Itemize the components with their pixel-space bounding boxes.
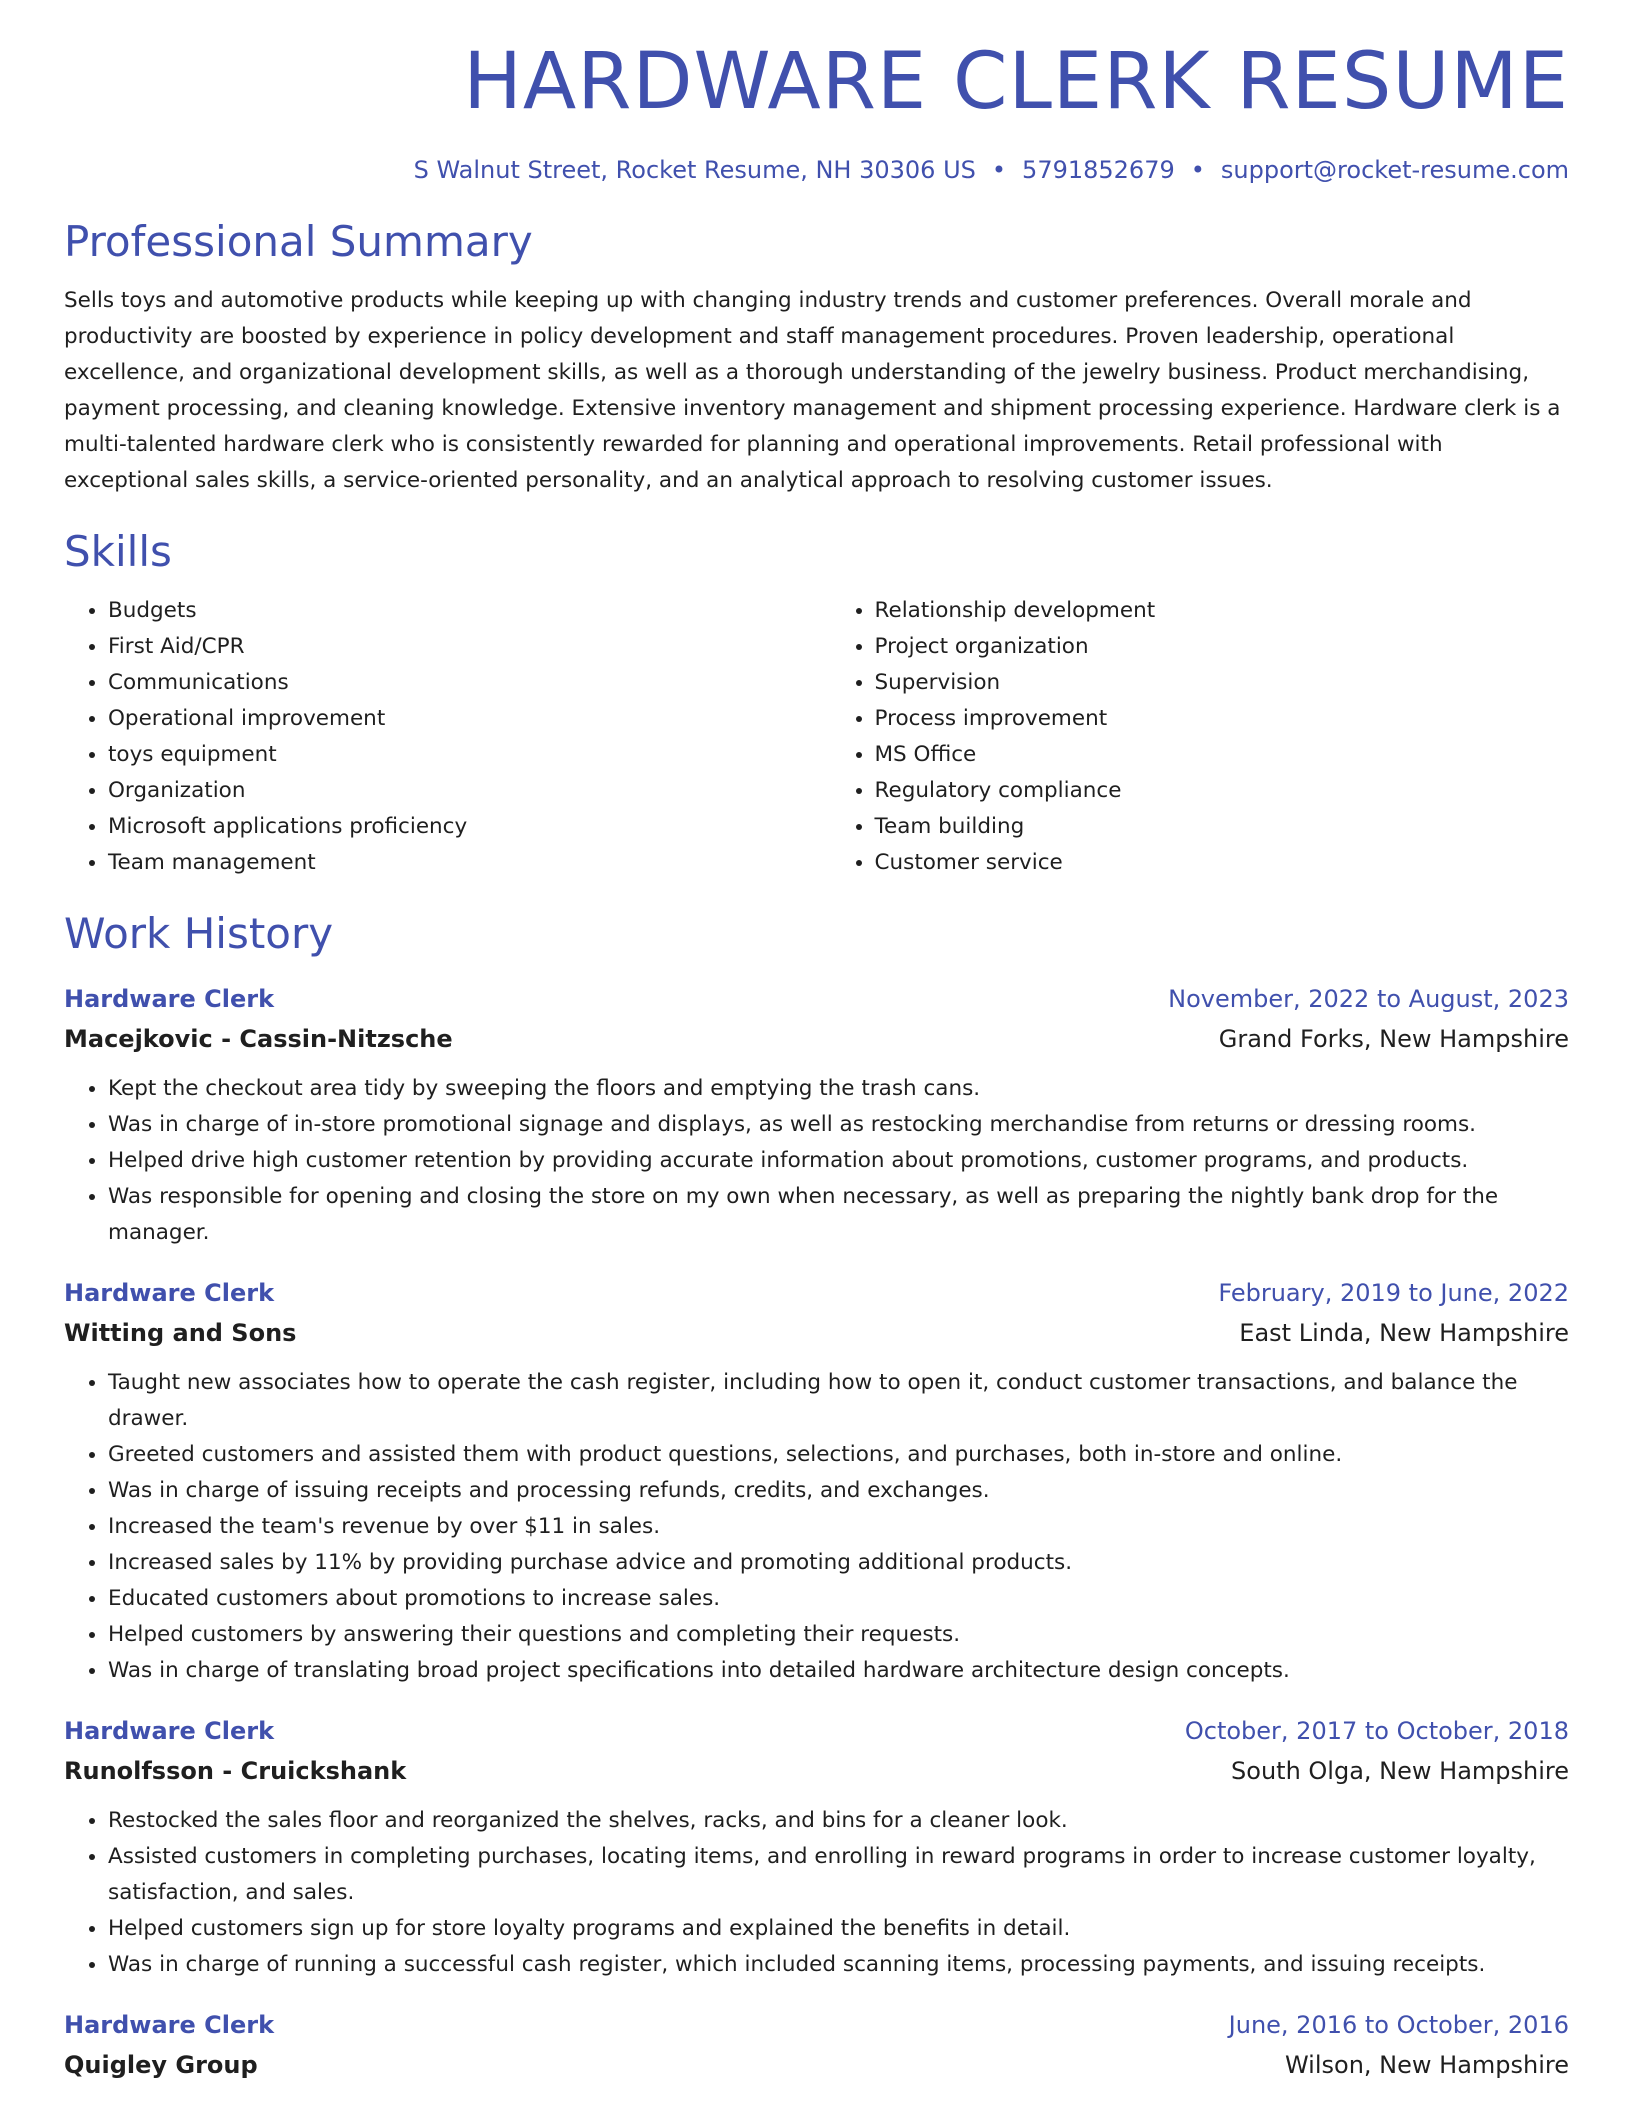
skill-item: • Operational improvement bbox=[108, 701, 803, 737]
duty-item: • Was in charge of translating broad project specifications into detailed hardware architecture design concepts. bbox=[108, 1653, 1569, 1689]
duty-item: • Helped customers by answering their questions and completing their requests. bbox=[108, 1617, 1569, 1653]
duty-item: • Was in charge of issuing receipts and processing refunds, credits, and exchanges. bbox=[108, 1473, 1569, 1509]
duty-item: • Helped drive high customer retention by providing accurate information about promotions, customer programs, and products. bbox=[108, 1143, 1569, 1179]
skill-item: • Relationship development bbox=[875, 593, 1570, 629]
skill-item: • Process improvement bbox=[875, 701, 1570, 737]
skill-item: • Regulatory compliance bbox=[875, 773, 1570, 809]
duty-item: • Educated customers about promotions to increase sales. bbox=[108, 1581, 1569, 1617]
job-entry bbox=[64, 979, 1569, 1251]
job-header-row bbox=[64, 979, 1569, 1019]
summary-heading: Professional Summary bbox=[64, 216, 533, 266]
job-duties bbox=[64, 1803, 1569, 1983]
duty-item: • Greeted customers and assisted them with product questions, selections, and purchases, both in-store and online. bbox=[108, 1437, 1569, 1473]
contact-separator: • bbox=[1190, 155, 1205, 184]
job-company-row bbox=[64, 1313, 1569, 1353]
job-header-row bbox=[64, 1273, 1569, 1313]
skill-item: • MS Office bbox=[875, 737, 1570, 773]
job-header-row bbox=[64, 1711, 1569, 1751]
duty-item: • Taught new associates how to operate the cash register, including how to open it, conduct customer transactions, and balance the drawer. bbox=[108, 1365, 1569, 1437]
contact-email[interactable]: support@rocket-resume.com bbox=[1220, 155, 1569, 184]
job-company: Quigley Group bbox=[64, 2051, 258, 2080]
skills-column-left bbox=[64, 593, 803, 881]
contact-address: S Walnut Street, Rocket Resume, NH 30306 US bbox=[413, 155, 976, 184]
job-entry bbox=[64, 1273, 1569, 1689]
resume-page bbox=[64, 37, 1569, 2085]
job-company-row bbox=[64, 2045, 1569, 2085]
skill-item: • toys equipment bbox=[108, 737, 803, 773]
skill-item: • Team management bbox=[108, 845, 803, 881]
skills-list bbox=[64, 593, 1569, 881]
skill-item: • Communications bbox=[108, 665, 803, 701]
job-location: Grand Forks, New Hampshire bbox=[1218, 1025, 1569, 1054]
job-title: Hardware Clerk bbox=[64, 1717, 275, 1746]
job-title: Hardware Clerk bbox=[64, 2011, 275, 2040]
skill-item: • Budgets bbox=[108, 593, 803, 629]
job-header-row bbox=[64, 2005, 1569, 2045]
skill-item: • Organization bbox=[108, 773, 803, 809]
job-duties bbox=[64, 1071, 1569, 1251]
job-company: Macejkovic - Cassin-Nitzsche bbox=[64, 1025, 453, 1054]
skill-item: • Team building bbox=[875, 809, 1570, 845]
duty-item: • Was responsible for opening and closing the store on my own when necessary, as well as preparing the nightly bank drop for the manager. bbox=[108, 1179, 1569, 1251]
job-dates: October, 2017 to October, 2018 bbox=[1184, 1717, 1569, 1746]
skills-heading: Skills bbox=[64, 526, 172, 576]
job-title: Hardware Clerk bbox=[64, 1279, 275, 1308]
skill-item: • First Aid/CPR bbox=[108, 629, 803, 665]
work-history-heading: Work History bbox=[64, 908, 334, 958]
duty-item: • Assisted customers in completing purchases, locating items, and enrolling in reward programs in order to increase customer loyalty, satisfaction, and sales. bbox=[108, 1839, 1569, 1911]
job-duties bbox=[64, 1365, 1569, 1689]
contact-line bbox=[64, 156, 1569, 185]
job-company-row bbox=[64, 1751, 1569, 1791]
summary-text: Sells toys and automotive products while keeping up with changing industry trends and customer preferences. Overall morale and productivity are boosted by experience in policy development and staff management procedures. Proven leadership, operational excellence, and organizational development skills, as well as a thorough understanding of the jewelry business. Product merchandising, payment processing, and cleaning knowledge. Extensive inventory management and shipment processing experience. Hardware clerk is a multi-talented hardware clerk who is consistently rewarded for planning and operational improvements. Retail professional with exceptional sales skills, a service-oriented personality, and an analytical approach to resolving customer issues. bbox=[64, 287, 1561, 493]
job-entry bbox=[64, 2005, 1569, 2085]
duty-item: • Was in charge of in-store promotional signage and displays, as well as restocking merchandise from returns or dressing rooms. bbox=[108, 1107, 1569, 1143]
job-location: Wilson, New Hampshire bbox=[1284, 2051, 1569, 2080]
job-entry bbox=[64, 1711, 1569, 1983]
duty-item: • Restocked the sales floor and reorganized the shelves, racks, and bins for a cleaner look. bbox=[108, 1803, 1569, 1839]
job-company-row bbox=[64, 1019, 1569, 1059]
contact-phone: 5791852679 bbox=[1022, 155, 1175, 184]
job-company: Witting and Sons bbox=[64, 1319, 297, 1348]
skills-column-right bbox=[831, 593, 1570, 881]
skill-item: • Supervision bbox=[875, 665, 1570, 701]
job-dates: June, 2016 to October, 2016 bbox=[1228, 2011, 1569, 2040]
duty-item: • Kept the checkout area tidy by sweeping the floors and emptying the trash cans. bbox=[108, 1071, 1569, 1107]
job-dates: November, 2022 to August, 2023 bbox=[1168, 985, 1569, 1014]
skill-item: • Microsoft applications proficiency bbox=[108, 809, 803, 845]
duty-item: • Increased sales by 11% by providing purchase advice and promoting additional products. bbox=[108, 1545, 1569, 1581]
skill-item: • Project organization bbox=[875, 629, 1570, 665]
job-company: Runolfsson - Cruickshank bbox=[64, 1757, 407, 1786]
resume-title: HARDWARE CLERK RESUME bbox=[463, 37, 1569, 127]
skill-item: • Customer service bbox=[875, 845, 1570, 881]
duty-item: • Helped customers sign up for store loyalty programs and explained the benefits in detail. bbox=[108, 1911, 1569, 1947]
job-location: South Olga, New Hampshire bbox=[1231, 1757, 1569, 1786]
duty-item: • Increased the team's revenue by over $11 in sales. bbox=[108, 1509, 1569, 1545]
job-dates: February, 2019 to June, 2022 bbox=[1218, 1279, 1569, 1308]
job-title: Hardware Clerk bbox=[64, 985, 275, 1014]
contact-separator: • bbox=[991, 155, 1007, 184]
job-location: East Linda, New Hampshire bbox=[1239, 1319, 1569, 1348]
duty-item: • Was in charge of running a successful cash register, which included scanning items, processing payments, and issuing receipts. bbox=[108, 1947, 1569, 1983]
